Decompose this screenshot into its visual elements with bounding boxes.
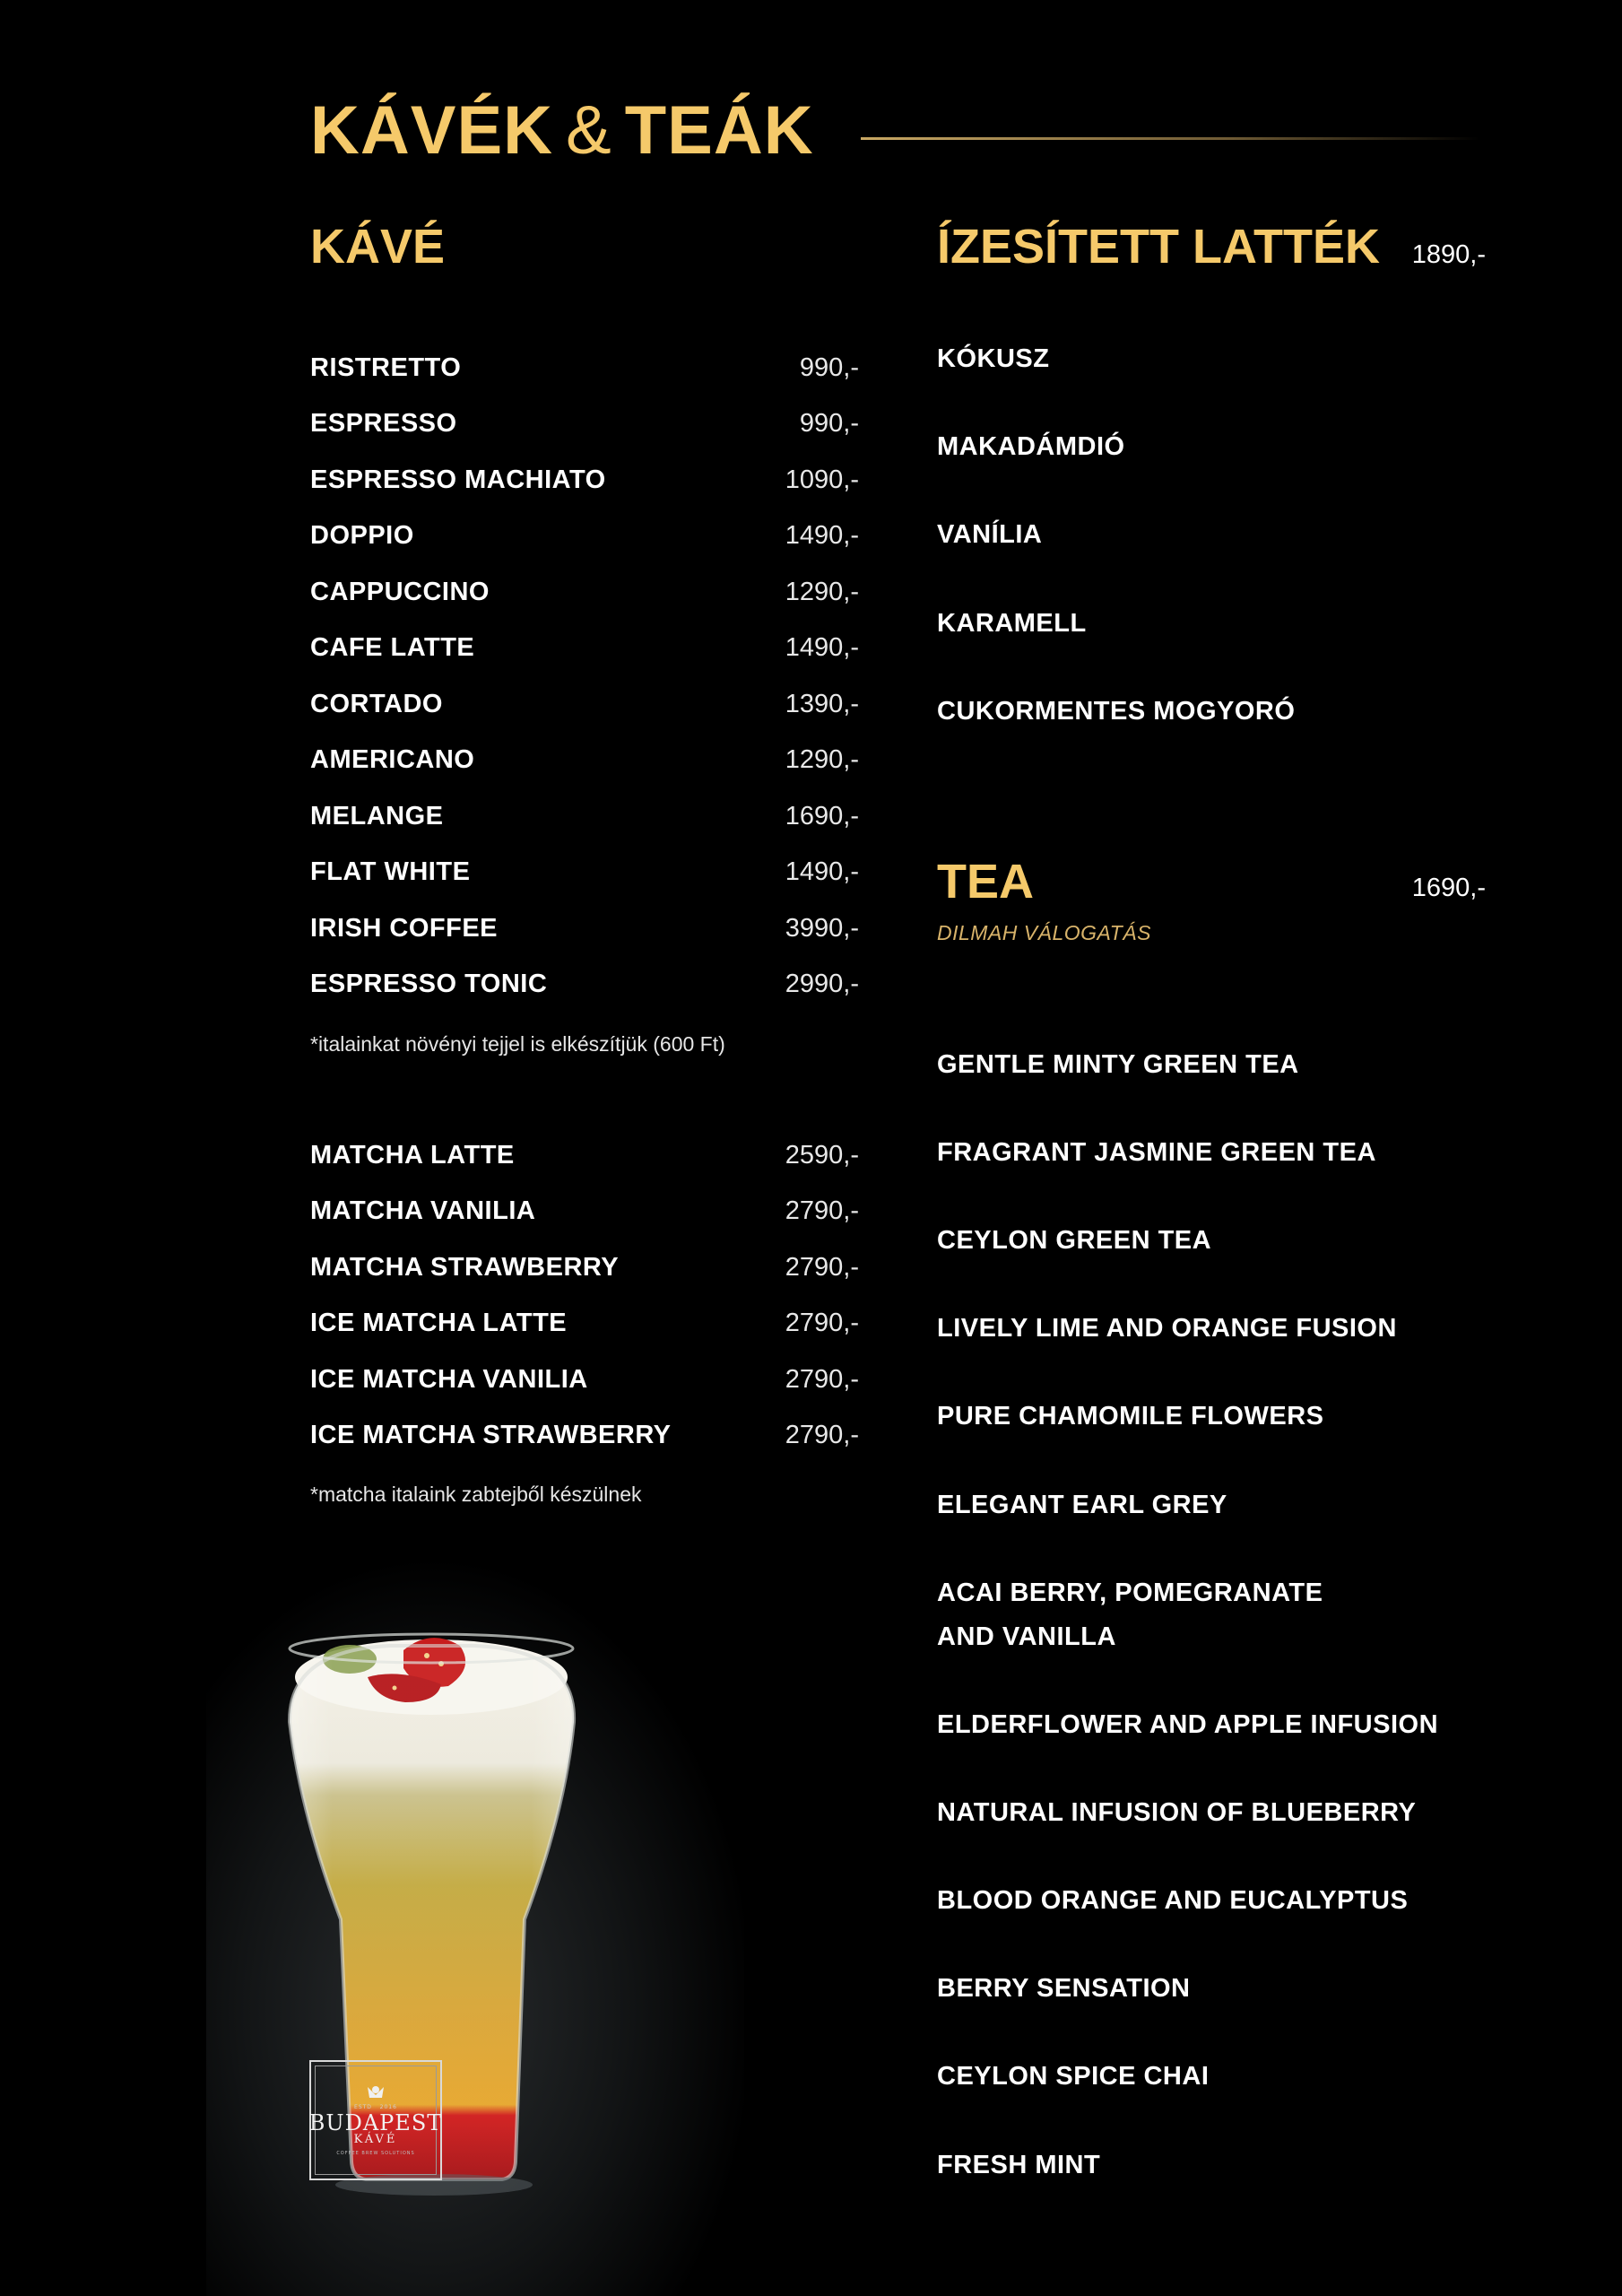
flavored-lattes-title: ÍZESÍTETT LATTÉK xyxy=(937,220,1380,274)
item-name: MATCHA LATTE xyxy=(310,1140,515,1170)
list-item: FRAGRANT JASMINE GREEN TEA xyxy=(937,1137,1376,1167)
item-name: AMERICANO xyxy=(310,745,475,775)
menu-row xyxy=(310,845,859,901)
item-name: MATCHA VANILIA xyxy=(310,1196,536,1226)
title-part-teas: TEÁK xyxy=(624,92,814,169)
oat-milk-note: *matcha italaink zabtejből készülnek xyxy=(310,1483,642,1506)
item-price: 2990,- xyxy=(785,970,859,999)
item-price: 990,- xyxy=(799,352,859,382)
list-item: BERRY SENSATION xyxy=(937,1974,1191,2004)
item-name: CAPPUCCINO xyxy=(310,577,490,606)
item-name: ESPRESSO TONIC xyxy=(310,970,548,999)
list-item: LIVELY LIME AND ORANGE FUSION xyxy=(937,1314,1397,1344)
item-name: IRISH COFFEE xyxy=(310,913,499,943)
item-price: 2790,- xyxy=(785,1252,859,1282)
menu-row xyxy=(310,1408,859,1465)
item-price: 1090,- xyxy=(785,465,859,494)
logo-sub: KÁVÉ xyxy=(353,2132,398,2146)
logo-name: BUDAPEST xyxy=(308,2109,443,2135)
menu-row xyxy=(310,900,859,957)
logo-inner-frame xyxy=(308,2066,443,2175)
item-name: CAFE LATTE xyxy=(310,633,475,663)
title-part-coffees: KÁVÉK xyxy=(310,92,554,169)
list-item: GENTLE MINTY GREEN TEA xyxy=(937,1049,1299,1079)
menu-row xyxy=(310,1127,859,1184)
flavored-lattes-price: 1890,- xyxy=(1411,240,1486,269)
menu-row xyxy=(310,1296,859,1352)
logo-tagline: COFFEE BREW SOLUTIONS xyxy=(336,2151,415,2157)
list-item: MAKADÁMDIÓ xyxy=(937,431,1125,461)
item-name: ESPRESSO xyxy=(310,409,457,439)
logo-est-right: 2016 xyxy=(379,2103,397,2110)
list-item: ELDERFLOWER AND APPLE INFUSION xyxy=(937,1709,1439,1739)
list-item-line: AND VANILLA xyxy=(937,1622,1116,1651)
list-item: NATURAL INFUSION OF BLUEBERRY xyxy=(937,1797,1417,1827)
page-title xyxy=(310,92,814,169)
tea-price: 1690,- xyxy=(1411,874,1486,902)
list-item: CEYLON GREEN TEA xyxy=(937,1225,1212,1255)
item-price: 2790,- xyxy=(785,1309,859,1338)
item-name: RISTRETTO xyxy=(310,352,462,382)
menu-row xyxy=(310,564,859,621)
list-item: ELEGANT EARL GREY xyxy=(937,1490,1227,1519)
item-price: 1490,- xyxy=(785,857,859,887)
list-item: KARAMELL xyxy=(937,608,1087,638)
item-price: 990,- xyxy=(799,409,859,439)
list-item: BLOOD ORANGE AND EUCALYPTUS xyxy=(937,1886,1409,1916)
menu-row xyxy=(310,509,859,565)
item-name: ICE MATCHA STRAWBERRY xyxy=(310,1421,672,1450)
item-name: MATCHA STRAWBERRY xyxy=(310,1252,620,1282)
item-price: 1290,- xyxy=(785,577,859,606)
item-name: DOPPIO xyxy=(310,521,414,551)
menu-row xyxy=(310,676,859,733)
coffee-figure-icon xyxy=(366,2084,386,2104)
item-name: ICE MATCHA LATTE xyxy=(310,1309,568,1338)
item-price: 1490,- xyxy=(785,521,859,551)
tea-subtitle: DILMAH VÁLOGATÁS xyxy=(937,921,1151,944)
menu-row xyxy=(310,957,859,1013)
title-ampersand: & xyxy=(566,92,612,169)
tea-list xyxy=(937,1021,1493,2209)
list-item: VANÍLIA xyxy=(937,520,1043,550)
tea-section-title: TEA xyxy=(937,855,1034,909)
strawberry-matcha-drink-photo xyxy=(206,1543,744,2296)
item-price: 2790,- xyxy=(785,1421,859,1450)
item-price: 1290,- xyxy=(785,745,859,775)
title-divider xyxy=(861,137,1479,140)
logo-established xyxy=(354,2104,397,2110)
matcha-list xyxy=(310,1127,859,1464)
menu-row xyxy=(310,1352,859,1408)
menu-row xyxy=(310,1184,859,1240)
item-name: MELANGE xyxy=(310,801,444,831)
list-item: CUKORMENTES MOGYORÓ xyxy=(937,696,1296,726)
item-price: 1490,- xyxy=(785,633,859,663)
item-price: 2590,- xyxy=(785,1140,859,1170)
menu-row xyxy=(310,788,859,845)
item-name: CORTADO xyxy=(310,689,443,718)
item-name: ESPRESSO MACHIATO xyxy=(310,465,606,494)
item-price: 2790,- xyxy=(785,1196,859,1226)
list-item: PURE CHAMOMILE FLOWERS xyxy=(937,1402,1324,1431)
menu-row xyxy=(310,340,859,396)
list-item-line: ACAI BERRY, POMEGRANATE xyxy=(937,1578,1323,1607)
budapest-kave-logo xyxy=(309,2060,442,2180)
plant-milk-note: *italainkat növényi tejjel is elkészítjük (600 Ft) xyxy=(310,1032,725,1056)
list-item: KÓKUSZ xyxy=(937,344,1050,373)
menu-row xyxy=(310,733,859,789)
list-item: CEYLON SPICE CHAI xyxy=(937,2062,1210,2092)
menu-row xyxy=(310,621,859,677)
coffee-section-title: KÁVÉ xyxy=(310,220,446,274)
item-name: FLAT WHITE xyxy=(310,857,471,887)
menu-row xyxy=(310,396,859,453)
menu-row xyxy=(310,1239,859,1296)
item-name: ICE MATCHA VANILIA xyxy=(310,1364,588,1394)
list-item: FRESH MINT xyxy=(937,2150,1101,2179)
item-price: 3990,- xyxy=(785,913,859,943)
menu-row xyxy=(310,452,859,509)
item-price: 1690,- xyxy=(785,801,859,831)
list-item xyxy=(937,1549,1493,1681)
item-price: 2790,- xyxy=(785,1364,859,1394)
logo-est-left: ESTD xyxy=(354,2103,372,2110)
coffee-list xyxy=(310,340,859,1013)
item-price: 1390,- xyxy=(785,689,859,718)
flavored-lattes-list xyxy=(937,315,1475,755)
